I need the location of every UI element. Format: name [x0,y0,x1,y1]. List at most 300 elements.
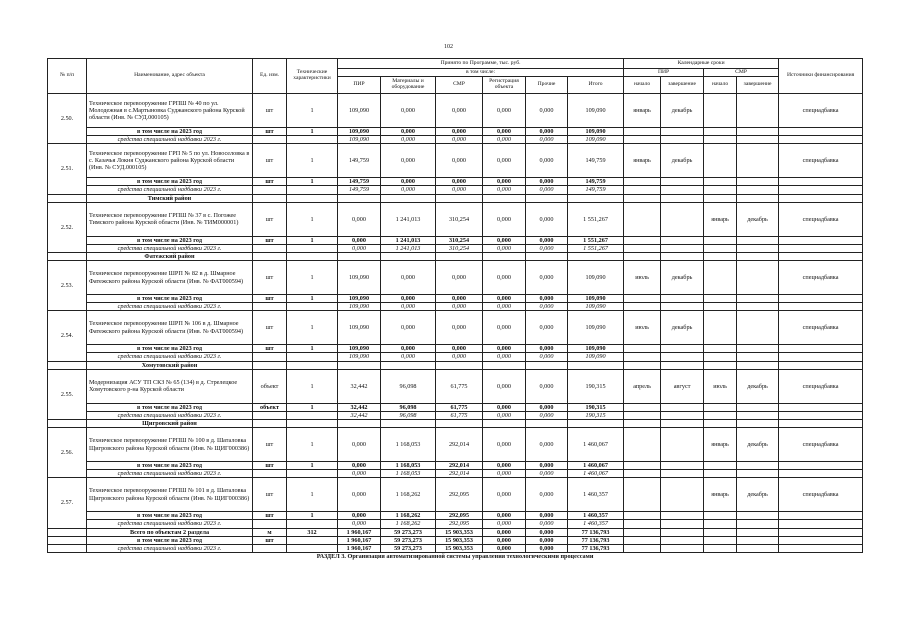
fund-value: 96,098 [381,411,436,419]
fund-value: 32,442 [338,411,381,419]
empty-cell [779,345,863,353]
empty-cell [737,353,779,361]
empty-cell [737,520,779,528]
empty-cell [737,345,779,353]
year-value: 1 168,053 [381,462,436,470]
empty-cell [436,194,483,202]
empty-cell [287,520,338,528]
fund-value: 0,000 [526,136,568,144]
value-other: 0,000 [526,311,568,345]
year-value: 0,000 [338,512,381,520]
empty-cell [737,194,779,202]
value-reg: 0,000 [483,428,526,462]
totals-year-value: 0,000 [526,536,568,544]
fund-value: 149,759 [338,186,381,194]
empty-cell [737,528,779,536]
empty-cell [624,528,661,536]
year-value: 109,090 [338,345,381,353]
empty-cell [779,462,863,470]
year-value: 1 168,262 [381,512,436,520]
empty-cell [483,361,526,369]
empty-cell [253,361,287,369]
empty-cell [526,252,568,260]
empty-cell [704,520,737,528]
year-value: 1 460,357 [568,512,624,520]
pir-start [624,428,661,462]
fund-value: 61,775 [436,411,483,419]
fund-value: 0,000 [526,244,568,252]
totals-year-value: 59 273,273 [381,536,436,544]
tech-cell: 1 [287,512,338,520]
value-pir: 32,442 [338,369,381,403]
tech-cell: 1 [287,128,338,136]
value-other: 0,000 [526,478,568,512]
year-value: 0,000 [526,512,568,520]
year-value: 149,759 [338,178,381,186]
district-name: Щигровский район [87,419,253,427]
fund-value: 1 241,013 [381,244,436,252]
fund-value: 0,000 [483,136,526,144]
year-label: в том числе на 2023 год [87,345,253,353]
year-value: 96,098 [381,403,436,411]
fund-value: 0,000 [526,470,568,478]
smr-start: январь [704,202,737,236]
empty-cell [704,303,737,311]
empty-cell [661,411,704,419]
value-mat: 0,000 [381,311,436,345]
value-mat: 96,098 [381,369,436,403]
empty-cell [779,419,863,427]
smr-start [704,261,737,295]
pir-start [624,202,661,236]
year-value: 0,000 [483,128,526,136]
table-row [48,303,863,311]
empty-cell [661,403,704,411]
value-mat: 0,000 [381,144,436,178]
empty-cell [779,128,863,136]
empty-cell [779,353,863,361]
table-row [48,419,863,427]
funding-source: спецнадбавка [779,261,863,295]
smr-end [737,311,779,345]
empty-cell [624,186,661,194]
empty-cell [661,194,704,202]
fund-value: 310,254 [436,244,483,252]
smr-end: декабрь [737,428,779,462]
empty-cell [253,419,287,427]
fund-value: 1 168,262 [381,520,436,528]
empty-cell [287,419,338,427]
year-value: 1 460,067 [568,462,624,470]
value-smr: 310,254 [436,202,483,236]
value-total: 109,090 [568,311,624,345]
object-name: Техническое перевооружение ГРПШ № 37 в с. Погожее Тимского района Курской области (Инв. № ТИМ000001) [87,202,253,236]
empty-cell [287,411,338,419]
empty-cell [48,252,87,260]
unit-cell: шт [253,178,287,186]
value-total: 190,315 [568,369,624,403]
fund-label: средства специальной надбавки 2023 г. [87,244,253,252]
empty-cell [661,353,704,361]
empty-cell [624,244,661,252]
empty-cell [661,528,704,536]
totals-fund-value: 0,000 [483,544,526,552]
value-mat: 1 168,262 [381,478,436,512]
pir-end: август [661,369,704,403]
empty-cell [704,403,737,411]
object-name: Техническое перевооружение ГРПШ № 40 по ул. Молодежная в с.Мартыновка Суджанского района Курской области (Инв. № СУД.000105) [87,94,253,128]
value-smr: 0,000 [436,261,483,295]
totals-value: 15 903,353 [436,528,483,536]
pir-start: январь [624,94,661,128]
pir-start [624,478,661,512]
empty-cell [704,361,737,369]
table-row [48,369,863,403]
value-other: 0,000 [526,202,568,236]
year-value: 0,000 [381,178,436,186]
fund-value: 0,000 [526,520,568,528]
table-row [48,552,863,560]
empty-cell [287,303,338,311]
fund-value: 0,000 [436,353,483,361]
header-unit: Ед. изм. [253,59,287,94]
empty-cell [704,178,737,186]
empty-cell [779,236,863,244]
empty-cell [661,236,704,244]
fund-value: 0,000 [381,186,436,194]
tech-cell: 1 [287,178,338,186]
header-name: Наименование, адрес объекта [87,59,253,94]
funding-source: спецнадбавка [779,94,863,128]
value-reg: 0,000 [483,478,526,512]
empty-cell [737,512,779,520]
object-name: Техническое перевооружение ГРП № 5 по ул. Новоселовка в с. Казачья Локня Суджанского района Курской области (Инв. № СУД.000105) [87,144,253,178]
fund-value: 0,000 [526,411,568,419]
year-value: 0,000 [526,345,568,353]
fund-value: 0,000 [381,136,436,144]
tech-cell: 1 [287,403,338,411]
header-end-pir: завершение [661,77,704,94]
smr-end [737,94,779,128]
year-value: 0,000 [338,462,381,470]
fund-value: 109,090 [568,136,624,144]
fund-value: 0,000 [381,303,436,311]
empty-cell [779,186,863,194]
value-mat: 0,000 [381,261,436,295]
pir-end: декабрь [661,94,704,128]
table-row [48,178,863,186]
table-row [48,528,863,536]
year-value: 1 241,013 [381,236,436,244]
tech-cell: 1 [287,144,338,178]
totals-fund-value: 59 273,273 [381,544,436,552]
empty-cell [624,303,661,311]
funding-source: спецнадбавка [779,478,863,512]
empty-cell [253,252,287,260]
row-number: 2.53. [48,261,87,311]
fund-value: 0,000 [483,186,526,194]
empty-cell [253,186,287,194]
year-label: в том числе на 2023 год [87,236,253,244]
totals-fund-value: 15 903,353 [436,544,483,552]
year-value: 0,000 [483,512,526,520]
unit-cell: шт [253,512,287,520]
table-row [48,244,863,252]
empty-cell [436,361,483,369]
fund-value: 0,000 [436,186,483,194]
empty-cell [624,403,661,411]
year-value: 292,014 [436,462,483,470]
fund-value: 0,000 [526,353,568,361]
empty-cell [779,244,863,252]
fund-value: 0,000 [483,353,526,361]
empty-cell [381,361,436,369]
empty-cell [624,136,661,144]
row-number: 2.54. [48,311,87,361]
fund-value: 0,000 [338,520,381,528]
header-start-smr: начало [704,77,737,94]
value-other: 0,000 [526,428,568,462]
value-mat: 1 168,053 [381,428,436,462]
empty-cell [253,136,287,144]
header-smr: СМР [436,77,483,94]
tech-cell: 1 [287,202,338,236]
smr-start [704,311,737,345]
empty-cell [779,470,863,478]
empty-cell [568,194,624,202]
empty-cell [624,236,661,244]
fund-value: 109,090 [568,353,624,361]
value-smr: 292,014 [436,428,483,462]
table-row [48,428,863,462]
empty-cell [737,252,779,260]
unit-cell: шт [253,144,287,178]
table-row [48,411,863,419]
empty-cell [737,411,779,419]
pir-end: декабрь [661,144,704,178]
year-value: 0,000 [483,462,526,470]
table-row [48,94,863,128]
value-smr: 0,000 [436,144,483,178]
totals-year-label: в том числе на 2023 год [87,536,253,544]
program-table [47,58,863,560]
unit-cell: шт [253,345,287,353]
empty-cell [779,194,863,202]
tech-cell: 1 [287,295,338,303]
value-other: 0,000 [526,369,568,403]
tech-cell: 1 [287,261,338,295]
value-total: 109,090 [568,261,624,295]
fund-value: 1 460,067 [568,470,624,478]
empty-cell [526,194,568,202]
fund-value: 0,000 [338,244,381,252]
table-row [48,194,863,202]
empty-cell [568,361,624,369]
empty-cell [483,194,526,202]
value-total: 1 460,357 [568,478,624,512]
value-reg: 0,000 [483,202,526,236]
empty-cell [624,419,661,427]
empty-cell [779,528,863,536]
object-name: Техническое перевооружение ШРП № 106 в д. Шмарное Фатежского района Курской области (Инв. № ФАТ000594) [87,311,253,345]
empty-cell [483,419,526,427]
empty-cell [253,544,287,552]
empty-cell [779,520,863,528]
year-value: 0,000 [526,462,568,470]
year-value: 0,000 [436,295,483,303]
totals-value: 59 273,273 [381,528,436,536]
year-value: 0,000 [526,236,568,244]
empty-cell [661,186,704,194]
funding-source: спецнадбавка [779,428,863,462]
empty-cell [661,178,704,186]
empty-cell [704,136,737,144]
totals-year-value: 77 136,793 [568,536,624,544]
totals-value: 1 960,167 [338,528,381,536]
empty-cell [48,544,87,552]
fund-value: 0,000 [526,303,568,311]
empty-cell [737,295,779,303]
empty-cell [526,361,568,369]
object-name: Модернизация АСУ ТП СКЗ № 65 (134) в д. Стрелецкое Хомутовского р-на Курской области [87,369,253,403]
year-label: в том числе на 2023 год [87,128,253,136]
empty-cell [779,252,863,260]
value-reg: 0,000 [483,311,526,345]
value-reg: 0,000 [483,94,526,128]
empty-cell [48,536,87,544]
district-name: Хомутовский район [87,361,253,369]
smr-start: январь [704,478,737,512]
empty-cell [779,512,863,520]
fund-value: 0,000 [483,470,526,478]
value-total: 1 460,067 [568,428,624,462]
empty-cell [737,128,779,136]
totals-value: 0,000 [526,528,568,536]
empty-cell [287,536,338,544]
object-name: Техническое перевооружение ШРП № 82 в д. Шмарное Фатежского района Курской области (Инв. № ФАТ000594) [87,261,253,295]
empty-cell [704,186,737,194]
empty-cell [287,136,338,144]
totals-tech: 312 [287,528,338,536]
unit-cell: шт [253,295,287,303]
empty-cell [704,536,737,544]
tech-cell: 1 [287,462,338,470]
empty-cell [661,462,704,470]
pir-end: декабрь [661,261,704,295]
year-value: 109,090 [568,345,624,353]
unit-cell: шт [253,94,287,128]
empty-cell [704,236,737,244]
empty-cell [737,244,779,252]
year-value: 0,000 [436,345,483,353]
funding-source: спецнадбавка [779,311,863,345]
empty-cell [779,536,863,544]
unit-cell: шт [253,311,287,345]
year-value: 0,000 [483,345,526,353]
value-total: 109,090 [568,94,624,128]
smr-start [704,144,737,178]
fund-value: 0,000 [526,186,568,194]
empty-cell [483,252,526,260]
table-row [48,311,863,345]
totals-fund-value: 77 136,793 [568,544,624,552]
empty-cell [661,252,704,260]
empty-cell [704,512,737,520]
year-value: 0,000 [338,236,381,244]
empty-cell [48,194,87,202]
empty-cell [737,470,779,478]
fund-value: 0,000 [483,303,526,311]
fund-value: 190,315 [568,411,624,419]
value-smr: 292,095 [436,478,483,512]
year-value: 0,000 [483,403,526,411]
empty-cell [287,186,338,194]
value-pir: 0,000 [338,428,381,462]
header-total: Итого [568,77,624,94]
totals-fund-value: 1 960,167 [338,544,381,552]
unit-cell: объект [253,403,287,411]
fund-label: средства специальной надбавки 2023 г. [87,136,253,144]
fund-label: средства специальной надбавки 2023 г. [87,186,253,194]
district-name: Фатежский район [87,252,253,260]
fund-value: 1 460,357 [568,520,624,528]
value-pir: 0,000 [338,202,381,236]
table-row [48,202,863,236]
year-value: 0,000 [381,128,436,136]
object-name: Техническое перевооружение ГРПШ № 101 в д. Шаталовка Щигровского района Курской области (Инв. № ЩИГ000386) [87,478,253,512]
empty-cell [661,536,704,544]
year-value: 0,000 [381,295,436,303]
value-smr: 0,000 [436,94,483,128]
smr-end: декабрь [737,202,779,236]
empty-cell [624,345,661,353]
header-source: Источники финансирования [779,59,863,94]
fund-value: 0,000 [381,353,436,361]
fund-label: средства специальной надбавки 2023 г. [87,303,253,311]
empty-cell [48,528,87,536]
header-start-pir: начало [624,77,661,94]
empty-cell [338,361,381,369]
empty-cell [661,128,704,136]
empty-cell [624,178,661,186]
pir-end [661,428,704,462]
fund-value: 292,095 [436,520,483,528]
year-value: 0,000 [483,236,526,244]
year-value: 0,000 [526,403,568,411]
empty-cell [253,244,287,252]
tech-cell: 1 [287,369,338,403]
empty-cell [737,236,779,244]
object-name: Техническое перевооружение ГРПШ № 100 в д. Шаталовка Щигровского района Курской области (Инв. № ЩИГ000386) [87,428,253,462]
empty-cell [624,353,661,361]
funding-source: спецнадбавка [779,202,863,236]
empty-cell [704,544,737,552]
empty-cell [737,544,779,552]
fund-value: 0,000 [483,520,526,528]
empty-cell [779,303,863,311]
empty-cell [704,419,737,427]
year-label: в том числе на 2023 год [87,178,253,186]
table-row [48,403,863,411]
funding-source: спецнадбавка [779,144,863,178]
year-value: 0,000 [526,295,568,303]
table-row [48,512,863,520]
header-registration: Регистрация объекта [483,77,526,94]
value-pir: 109,090 [338,311,381,345]
year-value: 0,000 [381,345,436,353]
empty-cell [661,136,704,144]
row-number: 2.55. [48,369,87,419]
